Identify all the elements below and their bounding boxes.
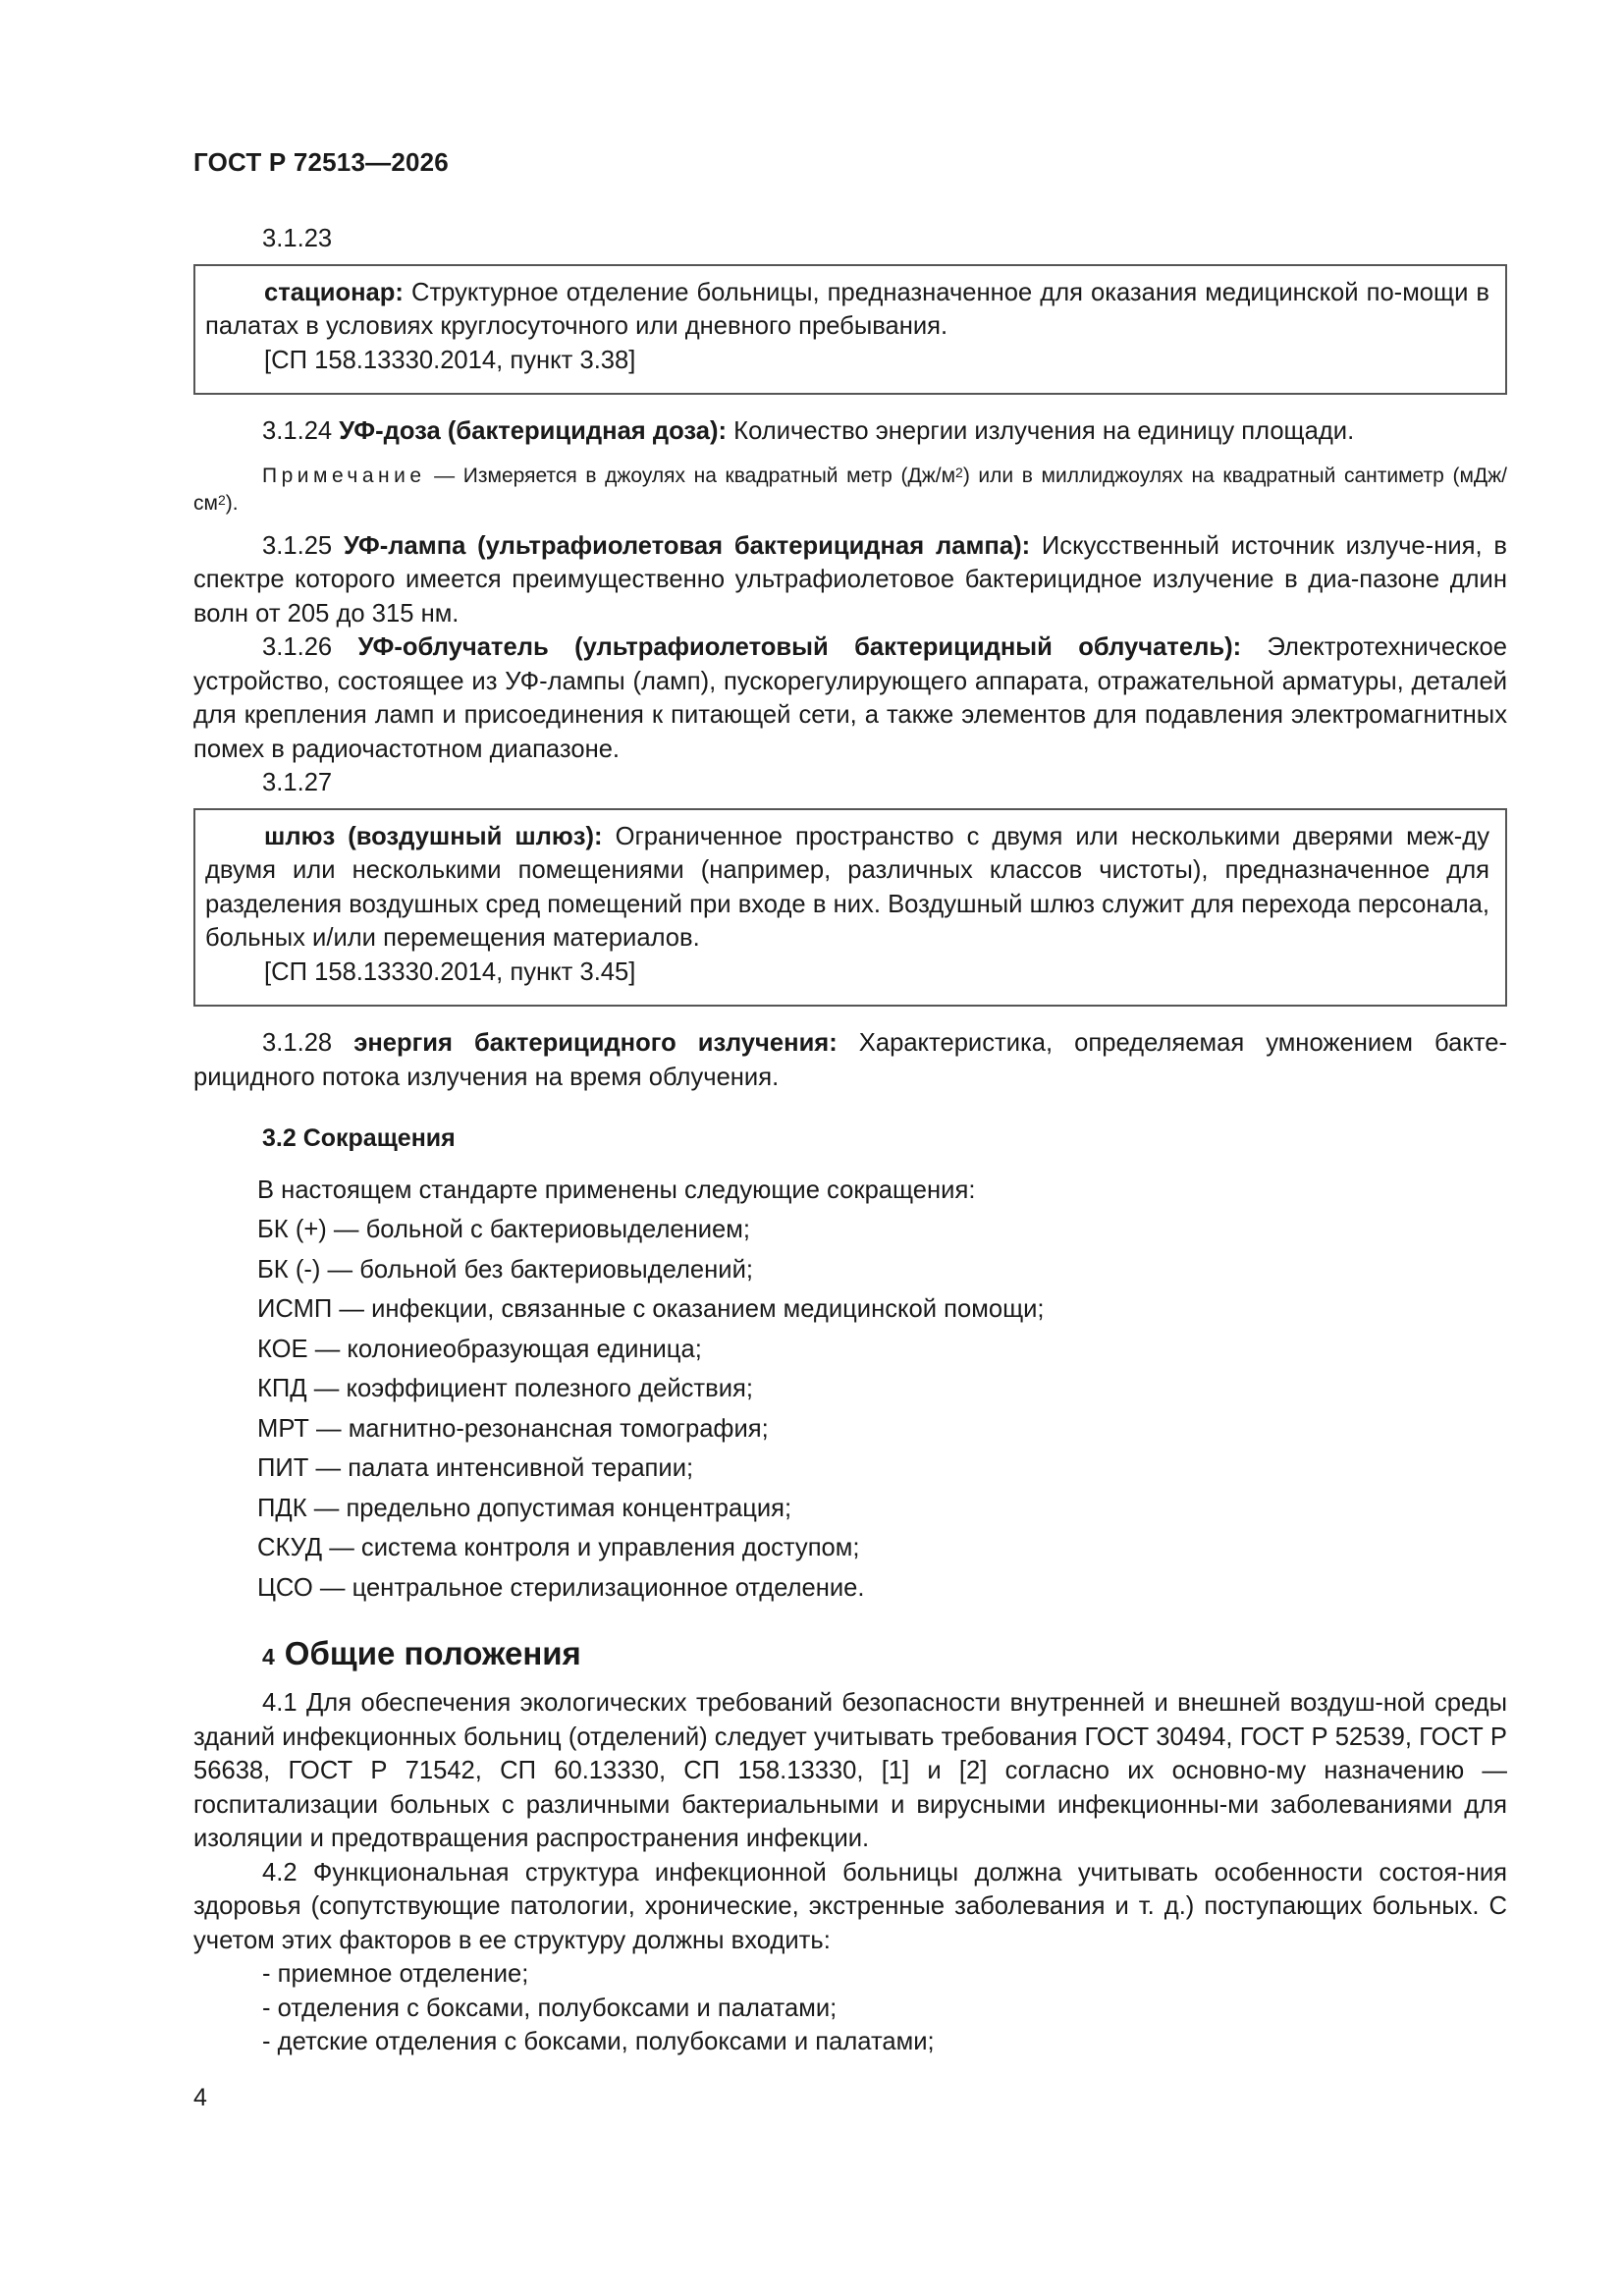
- definition-text: Структурное отделение больницы, предназначенное для оказания медицинской по-мощи в палатах в условиях круглосуточного или дневного пребывания.: [205, 278, 1489, 340]
- paragraph-4-2: 4.2 Функциональная структура инфекционной больницы должна учитывать особенности состоя-ния здоровья (сопутствующие патологии, хронические, экстренные заболевания и т. д.) поступающих больных. С учетом этих факторов в ее структуру должны входить:: [193, 1858, 1507, 1954]
- quoted-definition-box-3-1-23: [193, 264, 1507, 396]
- list-item: КПД — коэффициент полезного действия;: [257, 1375, 754, 1402]
- term: энергия бактерицидного излучения:: [353, 1029, 838, 1057]
- term: УФ-облучатель (ультрафиолетовый бактерицидный облучатель):: [357, 633, 1242, 661]
- term-number-3-1-23: 3.1.23: [262, 225, 333, 252]
- section-title: Общие положения: [284, 1635, 581, 1671]
- definition-3-1-23: [205, 276, 1489, 344]
- term: стационар:: [264, 278, 404, 306]
- paragraph-4-1: 4.1 Для обеспечения экологических требований безопасности внутренней и внешней воздуш-ной среды зданий инфекционных больниц (отделений) следует учитывать требования ГОСТ 30494, ГОСТ Р 52539, ГОСТ Р 56638, ГОСТ Р 71542, СП 60.13330, СП 158.13330, [1] и [2] согласно их основно-му назначению — госпитализации больных с различными бактериальными и вирусными инфекционны-ми заболеваниями для изоляции и предотвращения распространения инфекции.: [193, 1689, 1507, 1852]
- term-number-3-1-27: 3.1.27: [262, 769, 333, 796]
- abbreviations-intro: В настоящем стандарте применены следующие сокращения:: [257, 1175, 976, 1204]
- definition-3-1-28: [193, 1026, 1507, 1094]
- list-item: ИСМП — инфекции, связанные с оказанием медицинской помощи;: [257, 1295, 1045, 1323]
- definition-text: Количество энергии излучения на единицу площади.: [727, 417, 1355, 445]
- abbreviations-list: [193, 1213, 1507, 1605]
- definition-source: [СП 158.13330.2014, пункт 3.38]: [264, 346, 636, 374]
- term: УФ-лампа (ультрафиолетовая бактерицидная лампа):: [343, 531, 1031, 560]
- definition-3-1-26: [193, 630, 1507, 766]
- section-heading-4: [193, 1632, 1507, 1678]
- list-item: - отделения с боксами, полубоксами и палатами;: [262, 1994, 838, 2022]
- structure-list: [193, 1957, 1507, 2059]
- term: УФ-доза (бактерицидная доза):: [339, 417, 728, 445]
- term-number: 3.1.24: [262, 417, 333, 445]
- list-item: МРТ — магнитно-резонансная томография;: [257, 1414, 769, 1443]
- list-item: БК (+) — больной с бактериовыделением;: [257, 1216, 750, 1243]
- definition-3-1-24: [193, 414, 1507, 449]
- definition-3-1-27: [205, 820, 1489, 956]
- list-item: - приемное отделение;: [262, 1960, 529, 1988]
- list-item: КОЕ — колониеобразующая единица;: [257, 1335, 702, 1363]
- page-number: 4: [193, 2084, 207, 2111]
- list-item: ЦСО — центральное стерилизационное отделение.: [257, 1573, 865, 1602]
- list-item: БК (-) — больной без бактериовыделений;: [257, 1255, 754, 1284]
- term: шлюз (воздушный шлюз):: [264, 822, 603, 850]
- section-heading-3-2: 3.2 Сокращения: [262, 1124, 456, 1152]
- definition-source: [СП 158.13330.2014, пункт 3.45]: [264, 957, 636, 986]
- definition-text: Характеристика, определяемая умножением бакте-рицидного потока излучения на время облучения.: [193, 1029, 1507, 1091]
- definition-text: Искусственный источник излуче-ния, в спектре которого имеется преимущественно ультрафиолетовое бактерицидное излучение в диа-пазоне длин волн от 205 до 315 нм.: [193, 531, 1507, 628]
- note-label: Примечание: [262, 464, 426, 487]
- section-number: 4: [262, 1644, 275, 1669]
- list-item: СКУД — система контроля и управления доступом;: [257, 1534, 860, 1561]
- quoted-definition-box-3-1-27: [193, 808, 1507, 1008]
- term-number: 3.1.26: [262, 633, 333, 661]
- note-3-1-24: Примечание — Измеряется в джоулях на квадратный метр $(Дж/м^2)$ или в миллиджоулях на квадратный сантиметр $(мДж/см^2)$.: [193, 464, 1507, 515]
- document-header: ГОСТ Р 72513—2026: [193, 147, 449, 177]
- list-item: ПДК — предельно допустимая концентрация;: [257, 1494, 792, 1522]
- document-body: [193, 222, 1507, 2059]
- definition-text: Электротехническое устройство, состоящее из УФ-лампы (ламп), пускорегулирующего аппарата, отражательной арматуры, деталей для крепления ламп и присоединения к питающей сети, а также элементов для подавления электромагнитных помех в радиочастотном диапазоне.: [193, 633, 1507, 763]
- definition-text: Ограниченное пространство с двумя или несколькими дверями меж-ду двумя или несколькими помещениями (например, различных классов чистоты), предназначенное для разделения воздушных сред помещений при входе в них. Воздушный шлюз служит для перехода персонала, больных и/или перемещения материалов.: [205, 822, 1489, 952]
- term-number: 3.1.28: [262, 1029, 333, 1057]
- term-number: 3.1.25: [262, 531, 333, 560]
- list-item: ПИТ — палата интенсивной терапии;: [257, 1454, 694, 1482]
- definition-3-1-25: [193, 529, 1507, 631]
- list-item: - детские отделения с боксами, полубоксами и палатами;: [262, 2028, 935, 2055]
